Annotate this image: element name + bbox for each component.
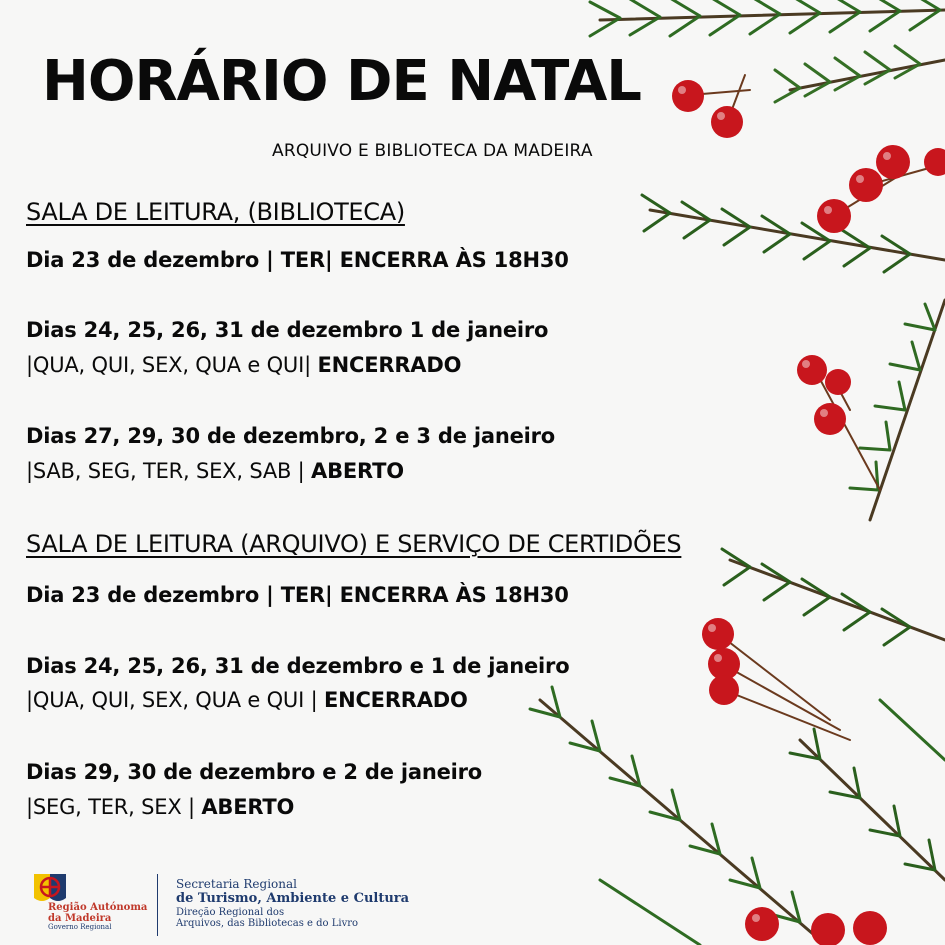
logo-line: da Madeira — [48, 912, 112, 924]
org-line: Arquivos, das Bibliotecas e do Livro — [176, 918, 359, 930]
schedule-line — [26, 353, 461, 377]
org-line: Direção Regional dos — [176, 906, 285, 918]
madeira-coat-of-arms-icon — [30, 872, 70, 906]
schedule-line: Dias 24, 25, 26, 31 de dezembro e 1 de janeiro — [26, 654, 570, 678]
status-closed: ENCERRADO — [323, 688, 468, 712]
schedule-line: Dia 23 de dezembro | TER| ENCERRA ÀS 18H30 — [26, 583, 569, 607]
schedule-line — [26, 688, 468, 712]
section-heading-arquivo: SALA DE LEITURA (ARQUIVO) E SERVIÇO DE CERTIDÕES — [26, 530, 682, 558]
secretaria-logo-text — [176, 878, 409, 930]
page-subtitle: ARQUIVO E BIBLIOTECA DA MADEIRA — [272, 141, 593, 161]
status-closed: ENCERRADO — [317, 353, 462, 377]
weekdays-text: |SEG, TER, SEX | — [26, 795, 195, 819]
region-logo-text — [48, 903, 147, 931]
logo-line: Governo Regional — [48, 923, 112, 931]
page-title: HORÁRIO DE NATAL — [42, 49, 641, 114]
org-line: de Turismo, Ambiente e Cultura — [176, 890, 410, 906]
schedule-line: Dias 27, 29, 30 de dezembro, 2 e 3 de janeiro — [26, 424, 556, 448]
section-heading-biblioteca: SALA DE LEITURA, (BIBLIOTECA) — [26, 198, 405, 226]
status-open: ABERTO — [201, 795, 295, 819]
schedule-line: Dias 24, 25, 26, 31 de dezembro 1 de janeiro — [26, 318, 549, 342]
footer-divider — [157, 874, 158, 936]
schedule-line: Dias 29, 30 de dezembro e 2 de janeiro — [26, 760, 482, 784]
status-open: ABERTO — [311, 459, 404, 483]
weekdays-text: |QUA, QUI, SEX, QUA e QUI | — [26, 688, 318, 712]
weekdays-text: |SAB, SEG, TER, SEX, SAB | — [26, 459, 305, 483]
schedule-line — [26, 795, 294, 819]
schedule-line: Dia 23 de dezembro | TER| ENCERRA ÀS 18H30 — [26, 248, 569, 272]
schedule-line — [26, 459, 404, 483]
logo-line: Região Autónoma — [48, 902, 148, 913]
org-line: Secretaria Regional — [176, 877, 298, 891]
weekdays-text: |QUA, QUI, SEX, QUA e QUI| — [26, 353, 311, 377]
